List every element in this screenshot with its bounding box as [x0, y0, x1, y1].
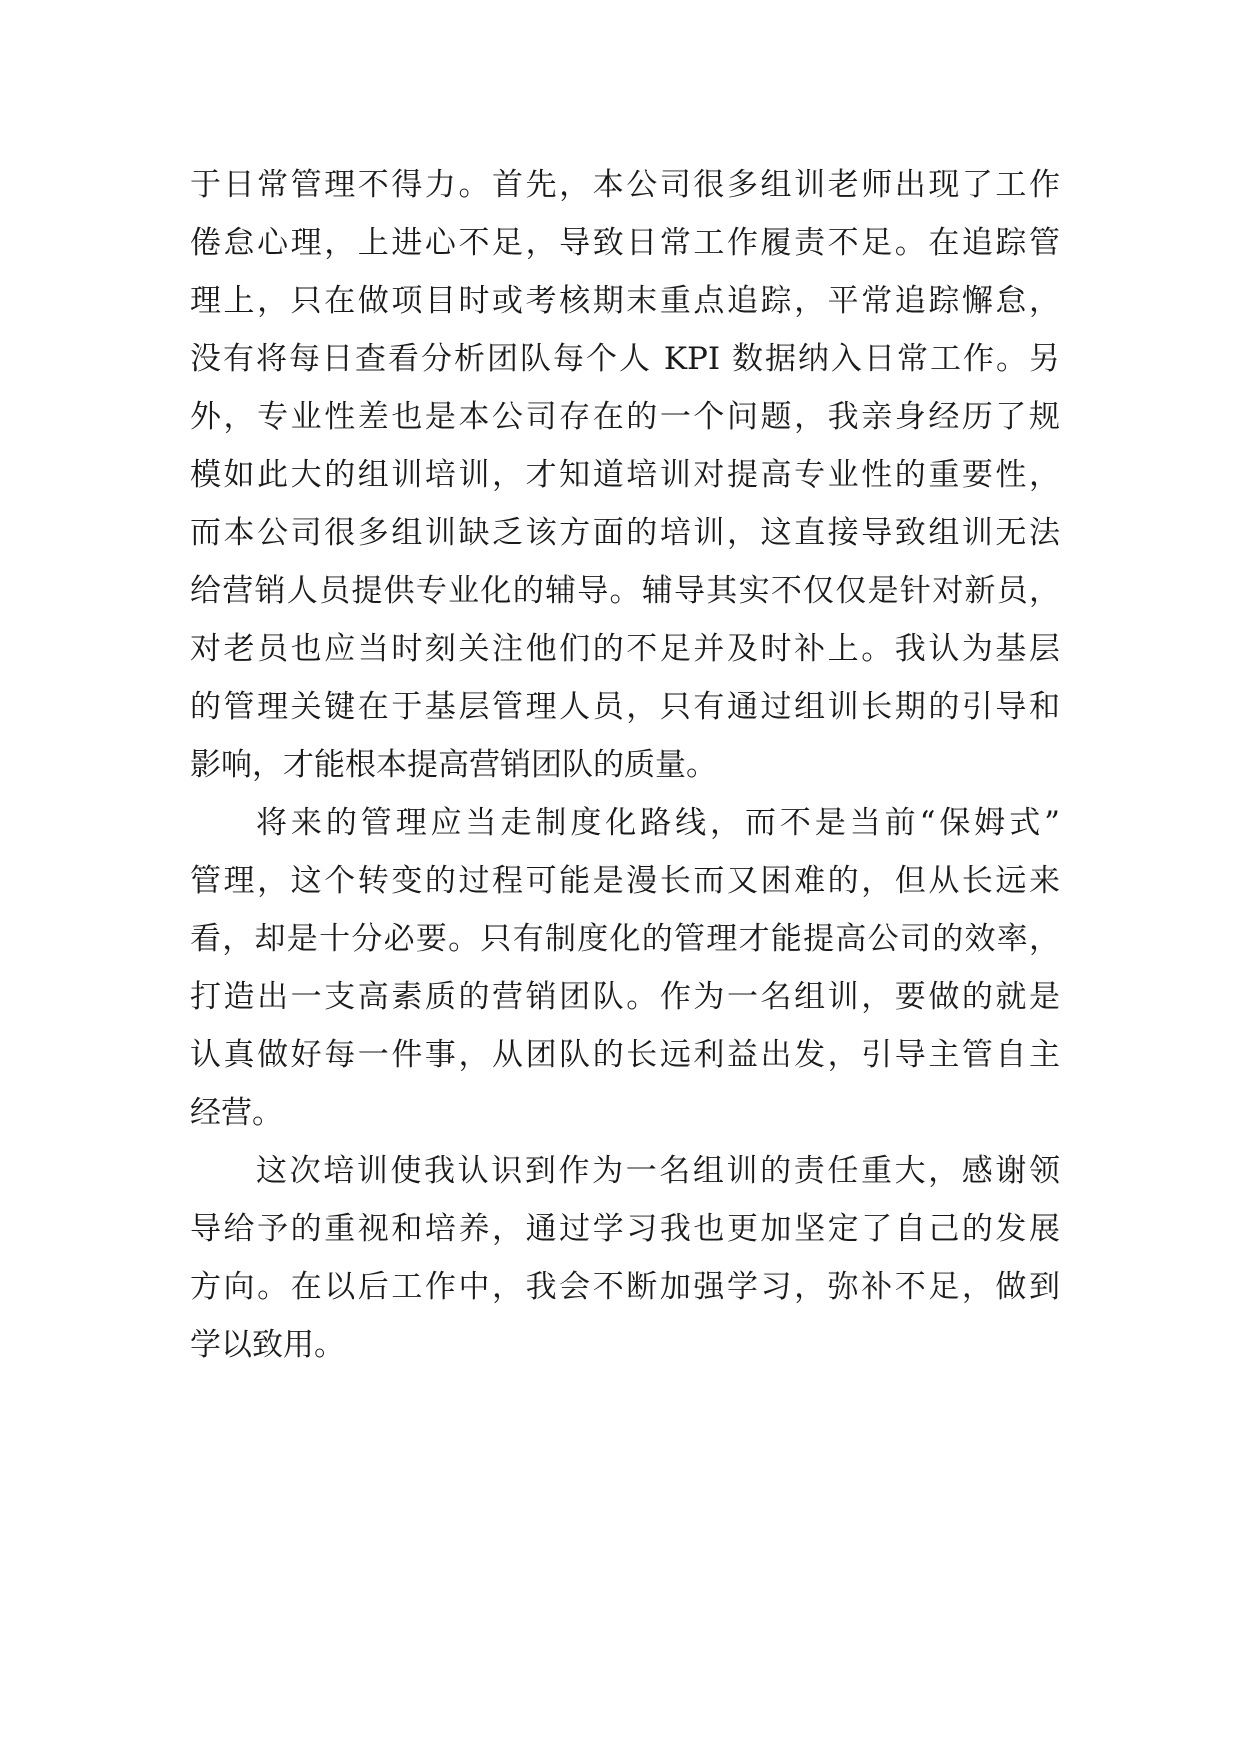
text-line: 打造出一支高素质的营销团队。作为一名组训，要做的就是: [190, 979, 1060, 1015]
text-line: 对老员也应当时刻关注他们的不足并及时补上。我认为基层: [190, 631, 1060, 667]
text-line: 导给予的重视和培养，通过学习我也更加坚定了自己的发展: [190, 1211, 1060, 1247]
text-line: 影响，才能根本提高营销团队的质量。: [190, 747, 717, 783]
text-line: 学以致用。: [190, 1327, 345, 1363]
text-line: 于日常管理不得力。首先，本公司很多组训老师出现了工作: [190, 167, 1060, 203]
paragraph: [190, 1142, 1060, 1374]
body-text: [190, 156, 1060, 1374]
text-line: 方向。在以后工作中，我会不断加强学习，弥补不足，做到: [190, 1269, 1060, 1305]
text-line: 理上，只在做项目时或考核期末重点追踪，平常追踪懈怠，: [190, 283, 1060, 319]
paragraph: [190, 156, 1060, 794]
text-line: 将来的管理应当走制度化路线，而不是当前“保姆式”: [256, 805, 1060, 841]
text-line: 看，却是十分必要。只有制度化的管理才能提高公司的效率，: [190, 921, 1060, 957]
text-line: 管理，这个转变的过程可能是漫长而又困难的，但从长远来: [190, 863, 1060, 899]
text-line: 认真做好每一件事，从团队的长远利益出发，引导主管自主: [190, 1037, 1060, 1073]
paragraph: [190, 794, 1060, 1142]
text-line: 模如此大的组训培训，才知道培训对提高专业性的重要性，: [190, 457, 1060, 493]
text-line: 而本公司很多组训缺乏该方面的培训，这直接导致组训无法: [190, 515, 1060, 551]
text-line: 倦怠心理，上进心不足，导致日常工作履责不足。在追踪管: [190, 225, 1060, 261]
text-line: 给营销人员提供专业化的辅导。辅导其实不仅仅是针对新员，: [190, 573, 1060, 609]
text-line: 的管理关键在于基层管理人员，只有通过组训长期的引导和: [190, 689, 1060, 725]
text-line: 没有将每日查看分析团队每个人 KPI 数据纳入日常工作。另: [190, 341, 1060, 377]
text-line: 外，专业性差也是本公司存在的一个问题，我亲身经历了规: [190, 399, 1060, 435]
text-line: 这次培训使我认识到作为一名组训的责任重大，感谢领: [256, 1153, 1060, 1189]
text-line: 经营。: [190, 1095, 283, 1131]
